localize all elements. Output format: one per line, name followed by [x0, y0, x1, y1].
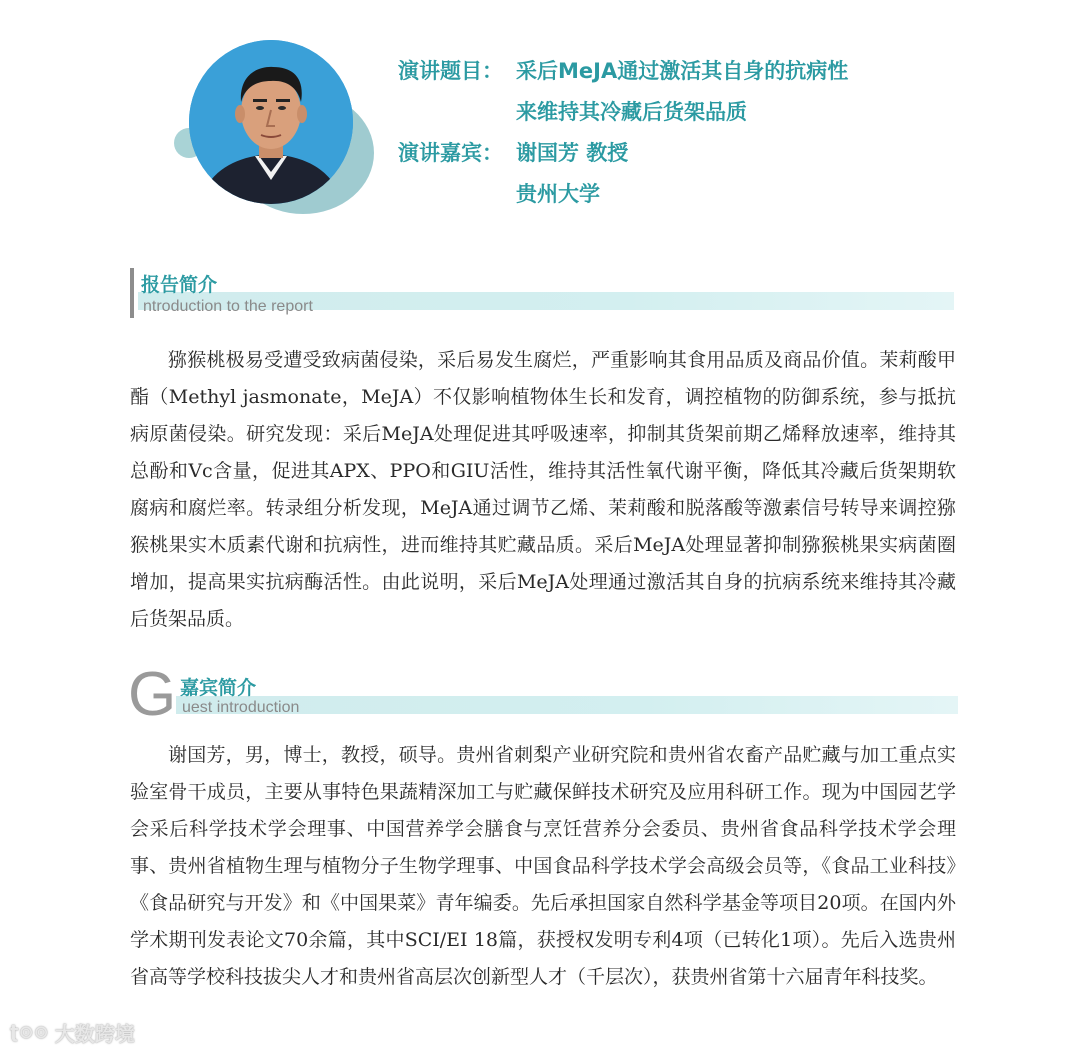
talk-title-label: 演讲题目： — [398, 59, 503, 83]
guest-name: 谢国芳 教授 — [516, 141, 629, 165]
report-section-subtitle: ntroduction to the report — [143, 298, 313, 315]
guest-section-title: 嘉宾简介 — [180, 677, 257, 699]
guest-section-initial: G — [128, 660, 177, 729]
watermark-text: 大数跨境 — [54, 1022, 135, 1046]
watermark-logo-icon: ʈ⊙⊙ — [10, 1022, 49, 1043]
talk-title-line1: 采后MeJA通过激活其自身的抗病性 — [516, 59, 849, 83]
report-section-title: 报告简介 — [141, 274, 218, 296]
guest-section-subtitle: uest introduction — [182, 699, 300, 716]
guest-label: 演讲嘉宾： — [398, 141, 503, 165]
report-section-bar — [130, 268, 134, 318]
watermark — [10, 1018, 135, 1047]
talk-info — [398, 56, 848, 220]
guest-body-text: 谢国芳，男，博士，教授，硕导。贵州省刺梨产业研究院和贵州省农畜产品贮藏与加工重点实验室骨干成员，主要从事特色果蔬精深加工与贮藏保鲜技术研究及应用科研工作。现为中国园艺学会采后科学技术学会理事、中国营养学会膳食与烹饪营养分会委员、贵州省食品科学技术学会理事、贵州省植物生理与植物分子生物学理事、中国食品科学技术学会高级会员等，《食品工业科技》《食品研究与开发》和《中国果菜》青年编委。先后承担国家自然科学基金等项目20项。在国内外学术期刊发表论文70余篇，其中SCI/EI 18篇，获授权发明专利4项（已转化1项）。先后入选贵州省高等学校科技拔尖人才和贵州省高层次创新型人才（千层次），获贵州省第十六届青年科技奖。 — [130, 744, 956, 988]
report-body-text: 猕猴桃极易受遭受致病菌侵染，采后易发生腐烂，严重影响其食用品质及商品价值。茉莉酸甲酯（Methyl jasmonate，MeJA）不仅影响植物体生长和发育，调控植物的防御系统，参与抵抗病原菌侵染。研究发现：采后MeJA处理促进其呼吸速率，抑制其货架前期乙烯释放速率，维持其总酚和Vc含量，促进其APX、PPO和GIU活性，维持其活性氧代谢平衡，降低其冷藏后货架期软腐病和腐烂率。转录组分析发现，MeJA通过调节乙烯、茉莉酸和脱落酸等激素信号转导来调控猕猴桃果实木质素代谢和抗病性，进而维持其贮藏品质。采后MeJA处理显著抑制猕猴桃果实病菌圈增加，提高果实抗病酶活性。由此说明，采后MeJA处理通过激活其自身的抗病系统来维持其冷藏后货架品质。 — [130, 349, 956, 630]
guest-affiliation: 贵州大学 — [516, 182, 600, 206]
talk-title-line2: 来维持其冷藏后货架品质 — [516, 100, 747, 124]
speaker-avatar — [189, 40, 353, 204]
speaker-portrait-image — [189, 40, 353, 204]
